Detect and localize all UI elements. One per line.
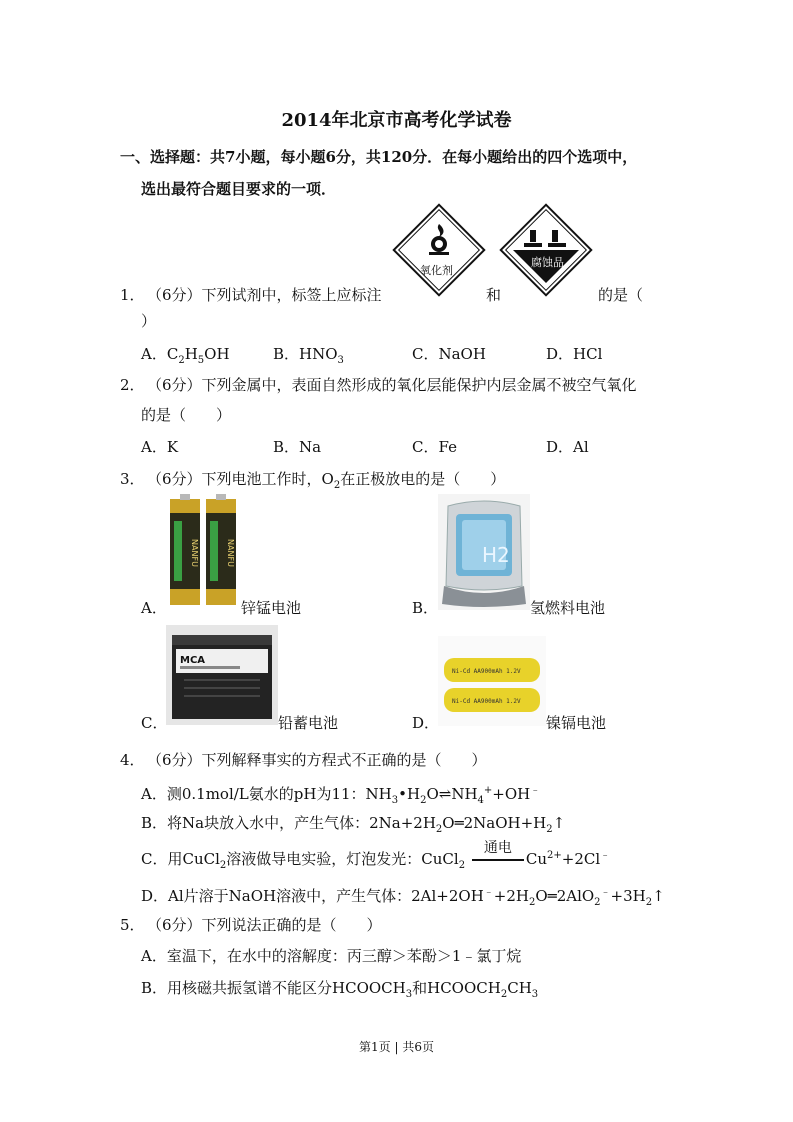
- q4-option-b: B．将Na块放入水中，产生气体：$2Na+2H_2O═2NaOH+H_2↑$: [141, 814, 566, 835]
- electrolysis-condition: 通电: [483, 840, 512, 856]
- nickel-cadmium-battery-image: [438, 636, 546, 726]
- q3-number: 3．: [120, 470, 145, 488]
- oxidizer-label-icon: [393, 204, 485, 296]
- q3-option-b-text: 氢燃料电池: [530, 599, 606, 617]
- q1-and: 和: [486, 286, 502, 304]
- q4-option-d: D．Al片溶于NaOH溶液中，产生气体：$2Al+2OH^﹣+2H_2O═2AlO_2^﹣+3H_2↑$: [141, 887, 665, 908]
- section-heading-line2: 选出最符合题目要求的一项．: [141, 180, 337, 198]
- q2-option-a: A．K: [141, 438, 179, 456]
- q3-option-d-text: 镍镉电池: [546, 714, 607, 732]
- oxidizer-label-text: 氧化剂: [420, 264, 453, 277]
- q1-stem-a: （6分）下列试剂中，标签上应标注: [147, 286, 382, 304]
- q4-option-c: C．用CuCl$_2$溶液做导电实验，灯泡发光：CuCl$_2$ 通电 $Cu^{2+}+2Cl^﹣$: [141, 846, 610, 871]
- lead-acid-battery-image: [166, 625, 278, 725]
- zinc-manganese-battery-image: [166, 493, 240, 609]
- q4-stem: （6分）下列解释事实的方程式不正确的是（ ）: [147, 751, 487, 769]
- q2-number: 2．: [120, 376, 145, 394]
- q2-stem-b: 的是（ ）: [141, 406, 232, 424]
- nicd-label-2: Ni-Cd AA900mAh 1.2V: [452, 698, 521, 705]
- q4-option-a: A．测0.1mol/L氨水的pH为11：$NH_3•H_2O\rightleftharpoons NH_4^++OH^﹣$: [141, 785, 541, 806]
- q4-number: 4．: [120, 751, 145, 769]
- q5-option-a: A．室温下，在水中的溶解度：丙三醇＞苯酚＞1﹣氯丁烷: [141, 947, 522, 965]
- h2-text: H2: [482, 543, 510, 567]
- corrosive-label-text: 腐蚀品: [531, 256, 564, 269]
- q3-option-b-letter: B．: [412, 599, 439, 617]
- nanfu-logo-text-2: NANFU: [226, 539, 235, 567]
- q1-stem-b: 的是（: [598, 286, 644, 304]
- q3-stem: （6分）下列电池工作时，$O_2$在正极放电的是（ ）: [147, 470, 506, 491]
- nanfu-logo-text: NANFU: [190, 539, 199, 567]
- q1-close: ）: [141, 312, 157, 330]
- q5-stem: （6分）下列说法正确的是（ ）: [147, 916, 382, 934]
- corrosive-label-icon: [500, 204, 592, 296]
- page-footer: 第1页 | 共6页: [359, 1040, 434, 1054]
- hydrogen-fuel-cell-image: [438, 494, 530, 610]
- q1-option-a: A．$C_2H_5OH$: [141, 345, 230, 366]
- q1-option-d: D．HCl: [546, 345, 603, 363]
- mca-logo-text: MCA: [180, 655, 206, 666]
- q5-number: 5．: [120, 916, 145, 934]
- q5-option-b: B．用核磁共振氢谱不能区分$HCOOCH_3$和$HCOOCH_2CH_3$: [141, 979, 539, 1000]
- section-heading-line1: 一、选择题：共7小题，每小题6分，共120分．在每小题给出的四个选项中，: [120, 148, 638, 166]
- q3-option-a-text: 锌锰电池: [241, 599, 302, 617]
- q2-stem-a: （6分）下列金属中，表面自然形成的氧化层能保护内层金属不被空气氧化: [147, 376, 637, 394]
- q2-option-c: C．Fe: [412, 438, 457, 456]
- q1-number: 1．: [120, 286, 145, 304]
- q1-option-c: C．NaOH: [412, 345, 486, 363]
- q3-option-d-letter: D．: [412, 714, 440, 732]
- electrolysis-arrow: [470, 840, 526, 867]
- q1-option-b: B．$HNO_3$: [273, 345, 344, 366]
- nicd-label-1: Ni-Cd AA900mAh 1.2V: [452, 668, 521, 675]
- page-title: 2014年北京市高考化学试卷: [281, 110, 512, 131]
- q2-option-b: B．Na: [273, 438, 322, 456]
- q3-option-c-text: 铅蓄电池: [278, 714, 339, 732]
- q3-option-a-letter: A．: [141, 599, 167, 617]
- q3-option-c-letter: C．: [141, 714, 168, 732]
- q2-option-d: D．Al: [546, 438, 589, 456]
